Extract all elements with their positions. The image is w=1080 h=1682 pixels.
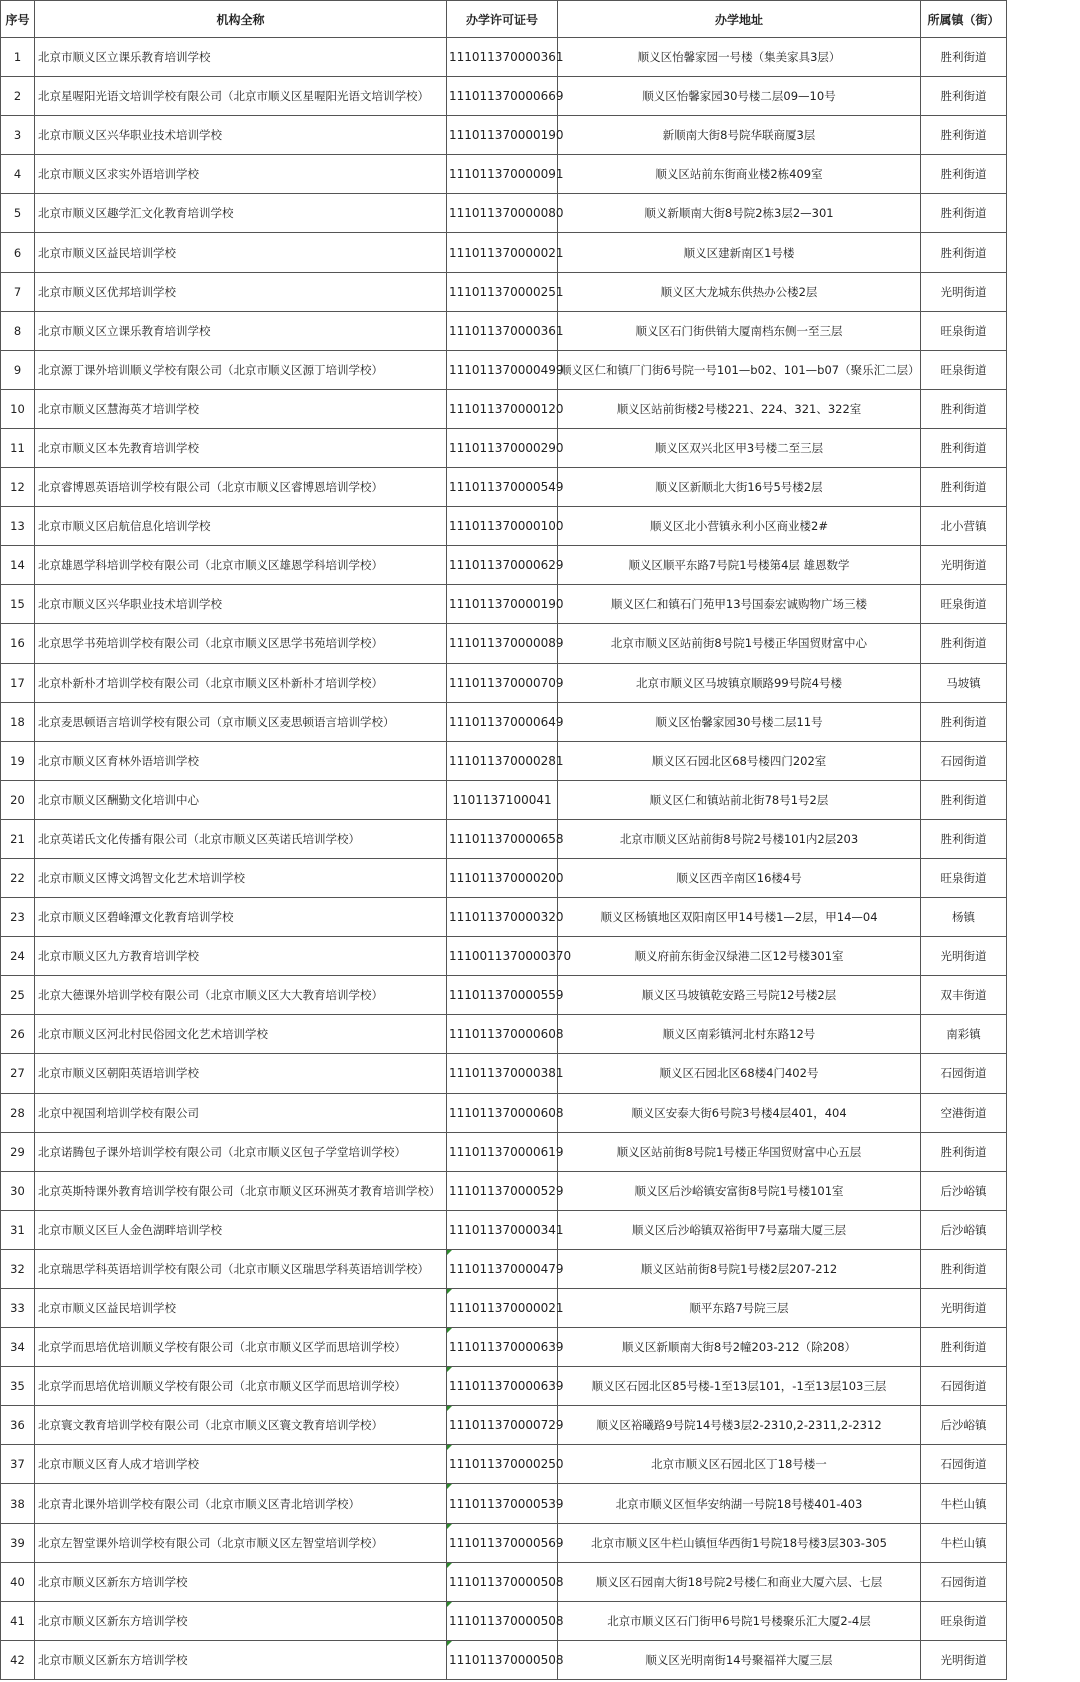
license-number[interactable]: 111011370000200 — [447, 858, 558, 897]
row-index[interactable]: 34 — [1, 1328, 35, 1367]
table-row — [1, 1289, 1007, 1328]
address[interactable]: 顺义区双兴北区甲3号楼二至三层 — [558, 428, 921, 467]
table-row — [1, 116, 1007, 155]
address[interactable]: 顺义区后沙峪镇双裕街甲7号嘉瑞大厦三层 — [558, 1210, 921, 1249]
address[interactable]: 顺义区后沙峪镇安富街8号院1号楼101室 — [558, 1171, 921, 1210]
district[interactable]: 石园街道 — [921, 1367, 1007, 1406]
district[interactable]: 胜利街道 — [921, 155, 1007, 194]
institution-name[interactable]: 北京市顺义区兴华职业技术培训学校 — [35, 585, 447, 624]
district[interactable]: 胜利街道 — [921, 624, 1007, 663]
table-row — [1, 428, 1007, 467]
address[interactable]: 顺义区仁和镇石门苑甲13号国泰宏诚购物广场三楼 — [558, 585, 921, 624]
license-number[interactable]: 111011370000508 — [447, 1562, 558, 1601]
table-row — [1, 311, 1007, 350]
row-index[interactable]: 37 — [1, 1445, 35, 1484]
district[interactable]: 后沙峪镇 — [921, 1171, 1007, 1210]
institution-name[interactable]: 北京英诺氏文化传播有限公司（北京市顺义区英诺氏培训学校） — [35, 819, 447, 858]
district[interactable]: 石园街道 — [921, 1445, 1007, 1484]
institution-name[interactable]: 北京市顺义区立课乐教育培训学校 — [35, 311, 447, 350]
address[interactable]: 顺义区仁和镇厂门街6号院一号101—b02、101—b07（聚乐汇二层） — [558, 350, 921, 389]
institution-name[interactable]: 北京市顺义区九方教育培训学校 — [35, 937, 447, 976]
address[interactable]: 顺义区怡馨家园30号楼二层11号 — [558, 702, 921, 741]
license-number[interactable]: 111011370000709 — [447, 663, 558, 702]
institution-name[interactable]: 北京市顺义区优邦培训学校 — [35, 272, 447, 311]
row-index[interactable]: 42 — [1, 1640, 35, 1679]
table-row — [1, 1406, 1007, 1445]
row-index[interactable]: 33 — [1, 1289, 35, 1328]
license-number[interactable]: 111011370000539 — [447, 1484, 558, 1523]
district[interactable]: 南彩镇 — [921, 1015, 1007, 1054]
table-row — [1, 1132, 1007, 1171]
table-row — [1, 780, 1007, 819]
row-index[interactable]: 40 — [1, 1562, 35, 1601]
row-index[interactable]: 12 — [1, 468, 35, 507]
institution-name[interactable]: 北京市顺义区育人成才培训学校 — [35, 1445, 447, 1484]
address[interactable]: 顺义区石园北区68号楼四门202室 — [558, 741, 921, 780]
table-row — [1, 585, 1007, 624]
table-row — [1, 1523, 1007, 1562]
table-row — [1, 1015, 1007, 1054]
district[interactable]: 光明街道 — [921, 272, 1007, 311]
district[interactable]: 后沙峪镇 — [921, 1210, 1007, 1249]
district[interactable]: 胜利街道 — [921, 38, 1007, 77]
district[interactable]: 后沙峪镇 — [921, 1406, 1007, 1445]
row-index[interactable]: 20 — [1, 780, 35, 819]
license-number[interactable]: 111011370000649 — [447, 702, 558, 741]
row-index[interactable]: 18 — [1, 702, 35, 741]
district[interactable]: 双丰街道 — [921, 976, 1007, 1015]
table-row — [1, 1328, 1007, 1367]
district[interactable]: 石园街道 — [921, 1054, 1007, 1093]
district[interactable]: 石园街道 — [921, 741, 1007, 780]
table-row — [1, 1445, 1007, 1484]
institution-name[interactable]: 北京市顺义区启航信息化培训学校 — [35, 507, 447, 546]
license-number[interactable]: 1101137100041 — [447, 780, 558, 819]
district[interactable]: 胜利街道 — [921, 819, 1007, 858]
district[interactable]: 胜利街道 — [921, 468, 1007, 507]
address[interactable]: 顺义区石园北区68楼4门402号 — [558, 1054, 921, 1093]
address[interactable]: 北京市顺义区石园北区丁18号楼一 — [558, 1445, 921, 1484]
address[interactable]: 顺义区仁和镇站前北街78号1号2层 — [558, 780, 921, 819]
address[interactable]: 顺义区杨镇地区双阳南区甲14号楼1—2层，甲14—04 — [558, 898, 921, 937]
institution-name[interactable]: 北京市顺义区碧峰潭文化教育培训学校 — [35, 898, 447, 937]
table-row — [1, 1249, 1007, 1288]
institution-name[interactable]: 北京市顺义区朝阳英语培训学校 — [35, 1054, 447, 1093]
table-row — [1, 702, 1007, 741]
institution-name[interactable]: 北京市顺义区立课乐教育培训学校 — [35, 38, 447, 77]
table-row — [1, 976, 1007, 1015]
license-number[interactable]: 111011370000190 — [447, 116, 558, 155]
table-row — [1, 1210, 1007, 1249]
institution-name[interactable]: 北京市顺义区趣学汇文化教育培训学校 — [35, 194, 447, 233]
row-index[interactable]: 5 — [1, 194, 35, 233]
license-number[interactable]: 111011370000608 — [447, 1093, 558, 1132]
address[interactable]: 顺义府前东街金汉绿港二区12号楼301室 — [558, 937, 921, 976]
district[interactable]: 胜利街道 — [921, 702, 1007, 741]
table-row — [1, 194, 1007, 233]
district[interactable]: 杨镇 — [921, 898, 1007, 937]
district[interactable]: 石园街道 — [921, 1562, 1007, 1601]
row-index[interactable]: 8 — [1, 311, 35, 350]
address[interactable]: 顺义区建新南区1号楼 — [558, 233, 921, 272]
address[interactable]: 顺义区顺平东路7号院1号楼第4层 雄恩数学 — [558, 546, 921, 585]
row-index[interactable]: 16 — [1, 624, 35, 663]
license-number[interactable]: 111011370000529 — [447, 1171, 558, 1210]
address[interactable]: 顺义区石门街供销大厦南档东侧一至三层 — [558, 311, 921, 350]
address[interactable]: 顺义区石园南大街18号院2号楼仁和商业大厦六层、七层 — [558, 1562, 921, 1601]
address[interactable]: 北京市顺义区站前街8号院2号楼101内2层203 — [558, 819, 921, 858]
table-row — [1, 155, 1007, 194]
address[interactable]: 顺义区新顺北大街16号5号楼2层 — [558, 468, 921, 507]
row-index[interactable]: 41 — [1, 1601, 35, 1640]
institution-name[interactable]: 北京瑞思学科英语培训学校有限公司（北京市顺义区瑞思学科英语培训学校） — [35, 1249, 447, 1288]
license-number[interactable]: 111011370000381 — [447, 1054, 558, 1093]
table-row — [1, 1601, 1007, 1640]
address[interactable]: 顺义区北小营镇永利小区商业楼2# — [558, 507, 921, 546]
row-index[interactable]: 1 — [1, 38, 35, 77]
institution-name[interactable]: 北京英斯特课外教育培训学校有限公司（北京市顺义区环洲英才教育培训学校） — [35, 1171, 447, 1210]
license-number[interactable]: 111011370000559 — [447, 976, 558, 1015]
district[interactable]: 胜利街道 — [921, 1328, 1007, 1367]
header-address: 办学地址 — [558, 1, 921, 38]
license-number[interactable]: 111011370000250 — [447, 1445, 558, 1484]
license-number[interactable]: 111011370000021 — [447, 233, 558, 272]
district[interactable]: 胜利街道 — [921, 389, 1007, 428]
institution-name[interactable]: 北京麦思顿语言培训学校有限公司（京市顺义区麦思顿语言培训学校） — [35, 702, 447, 741]
district[interactable]: 旺泉街道 — [921, 1601, 1007, 1640]
license-number[interactable]: 111011370000100 — [447, 507, 558, 546]
address[interactable]: 顺义区安泰大街6号院3号楼4层401，404 — [558, 1093, 921, 1132]
institution-name[interactable]: 北京市顺义区博文鸿智文化艺术培训学校 — [35, 858, 447, 897]
address[interactable]: 顺义区站前街楼2号楼221、224、321、322室 — [558, 389, 921, 428]
address[interactable]: 顺义区马坡镇乾安路三号院12号楼2层 — [558, 976, 921, 1015]
table-row — [1, 546, 1007, 585]
table-row — [1, 1640, 1007, 1679]
institution-name[interactable]: 北京市顺义区河北村民俗园文化艺术培训学校 — [35, 1015, 447, 1054]
address[interactable]: 顺义区西辛南区16楼4号 — [558, 858, 921, 897]
license-number[interactable]: 111011370000508 — [447, 1640, 558, 1679]
district[interactable]: 胜利街道 — [921, 77, 1007, 116]
header-district: 所属镇（街） — [921, 1, 1007, 38]
license-number[interactable]: 111011370000479 — [447, 1249, 558, 1288]
row-index[interactable]: 32 — [1, 1249, 35, 1288]
address[interactable]: 北京市顺义区石门街甲6号院1号楼聚乐汇大厦2-4层 — [558, 1601, 921, 1640]
row-index[interactable]: 14 — [1, 546, 35, 585]
row-index[interactable]: 10 — [1, 389, 35, 428]
header-row — [1, 1, 1007, 38]
district[interactable]: 牛栏山镇 — [921, 1523, 1007, 1562]
district[interactable]: 光明街道 — [921, 1640, 1007, 1679]
district[interactable]: 胜利街道 — [921, 233, 1007, 272]
institution-name[interactable]: 北京星喔阳光语文培训学校有限公司（北京市顺义区星喔阳光语文培训学校） — [35, 77, 447, 116]
institution-name[interactable]: 北京诺腾包子课外培训学校有限公司（北京市顺义区包子学堂培训学校） — [35, 1132, 447, 1171]
table-row — [1, 898, 1007, 937]
row-index[interactable]: 2 — [1, 77, 35, 116]
table-row — [1, 1367, 1007, 1406]
institution-name[interactable]: 北京学而思培优培训顺义学校有限公司（北京市顺义区学而思培训学校） — [35, 1367, 447, 1406]
institution-name[interactable]: 北京中视国利培训学校有限公司 — [35, 1093, 447, 1132]
table-row — [1, 77, 1007, 116]
license-number[interactable]: 111011370000639 — [447, 1328, 558, 1367]
institution-name[interactable]: 北京市顺义区慧海英才培训学校 — [35, 389, 447, 428]
institution-name[interactable]: 北京学而思培优培训顺义学校有限公司（北京市顺义区学而思培训学校） — [35, 1328, 447, 1367]
table-row — [1, 624, 1007, 663]
institution-name[interactable]: 北京雄恩学科培训学校有限公司（北京市顺义区雄恩学科培训学校） — [35, 546, 447, 585]
district[interactable]: 光明街道 — [921, 546, 1007, 585]
address[interactable]: 顺义区怡馨家园一号楼（集美家具3层） — [558, 38, 921, 77]
row-index[interactable]: 21 — [1, 819, 35, 858]
license-number[interactable]: 111011370000639 — [447, 1367, 558, 1406]
row-index[interactable]: 19 — [1, 741, 35, 780]
license-number[interactable]: 111011370000499 — [447, 350, 558, 389]
district[interactable]: 胜利街道 — [921, 780, 1007, 819]
table-row — [1, 272, 1007, 311]
institution-name[interactable]: 北京市顺义区益民培训学校 — [35, 233, 447, 272]
address[interactable]: 北京市顺义区站前街8号院1号楼正华国贸财富中心 — [558, 624, 921, 663]
address[interactable]: 顺义区南彩镇河北村东路12号 — [558, 1015, 921, 1054]
license-number[interactable]: 111011370000320 — [447, 898, 558, 937]
row-index[interactable]: 30 — [1, 1171, 35, 1210]
district[interactable]: 牛栏山镇 — [921, 1484, 1007, 1523]
institution-name[interactable]: 北京市顺义区益民培训学校 — [35, 1289, 447, 1328]
row-index[interactable]: 26 — [1, 1015, 35, 1054]
institution-name[interactable]: 北京朴新朴才培训学校有限公司（北京市顺义区朴新朴才培训学校） — [35, 663, 447, 702]
license-number[interactable]: 111011370000361 — [447, 311, 558, 350]
license-number[interactable]: 111011370000619 — [447, 1132, 558, 1171]
institution-name[interactable]: 北京市顺义区巨人金色湖畔培训学校 — [35, 1210, 447, 1249]
table-row — [1, 1562, 1007, 1601]
address[interactable]: 顺义区石园北区85号楼-1至13层101，-1至13层103三层 — [558, 1367, 921, 1406]
institution-name[interactable]: 北京睿博恩英语培训学校有限公司（北京市顺义区睿博恩培训学校） — [35, 468, 447, 507]
license-number[interactable]: 111011370000608 — [447, 1015, 558, 1054]
row-index[interactable]: 31 — [1, 1210, 35, 1249]
address[interactable]: 顺义区大龙城东供热办公楼2层 — [558, 272, 921, 311]
row-index[interactable]: 3 — [1, 116, 35, 155]
license-number[interactable]: 111011370000729 — [447, 1406, 558, 1445]
table-row — [1, 38, 1007, 77]
address[interactable]: 北京市顺义区牛栏山镇恒华西街1号院18号楼3层303-305 — [558, 1523, 921, 1562]
header-index: 序号 — [1, 1, 35, 38]
row-index[interactable]: 13 — [1, 507, 35, 546]
license-number[interactable]: 111011370000120 — [447, 389, 558, 428]
address[interactable]: 顺义区站前街8号院1号楼2层207-212 — [558, 1249, 921, 1288]
district[interactable]: 胜利街道 — [921, 194, 1007, 233]
district[interactable]: 北小营镇 — [921, 507, 1007, 546]
address[interactable]: 北京市顺义区马坡镇京顺路99号院4号楼 — [558, 663, 921, 702]
table-row — [1, 1171, 1007, 1210]
license-number[interactable]: 111011370000569 — [447, 1523, 558, 1562]
address[interactable]: 顺义区新顺南大街8号2幢203-212（除208） — [558, 1328, 921, 1367]
row-index[interactable]: 29 — [1, 1132, 35, 1171]
institution-name[interactable]: 北京大德课外培训学校有限公司（北京市顺义区大大教育培训学校） — [35, 976, 447, 1015]
table-row — [1, 389, 1007, 428]
table-row — [1, 350, 1007, 389]
table-row — [1, 468, 1007, 507]
license-number[interactable]: 111011370000629 — [447, 546, 558, 585]
institution-name[interactable]: 北京左智堂课外培训学校有限公司（北京市顺义区左智堂培训学校） — [35, 1523, 447, 1562]
row-index[interactable]: 9 — [1, 350, 35, 389]
table-row — [1, 819, 1007, 858]
row-index[interactable]: 24 — [1, 937, 35, 976]
institution-name[interactable]: 北京源丁课外培训顺义学校有限公司（北京市顺义区源丁培训学校） — [35, 350, 447, 389]
license-number[interactable]: 111011370000021 — [447, 1289, 558, 1328]
license-number[interactable]: 111011370000549 — [447, 468, 558, 507]
address[interactable]: 顺义区站前东街商业楼2栋409室 — [558, 155, 921, 194]
table-row — [1, 741, 1007, 780]
institution-name[interactable]: 北京市顺义区新东方培训学校 — [35, 1562, 447, 1601]
row-index[interactable]: 38 — [1, 1484, 35, 1523]
institution-name[interactable]: 北京市顺义区育林外语培训学校 — [35, 741, 447, 780]
table-row — [1, 858, 1007, 897]
address[interactable]: 顺义区裕曦路9号院14号楼3层2-2310,2-2311,2-2312 — [558, 1406, 921, 1445]
license-number[interactable]: 111011370000290 — [447, 428, 558, 467]
district[interactable]: 光明街道 — [921, 937, 1007, 976]
row-index[interactable]: 39 — [1, 1523, 35, 1562]
institution-name[interactable]: 北京市顺义区求实外语培训学校 — [35, 155, 447, 194]
row-index[interactable]: 4 — [1, 155, 35, 194]
header-license: 办学许可证号 — [447, 1, 558, 38]
header-name: 机构全称 — [35, 1, 447, 38]
institution-name[interactable]: 北京寰文教育培训学校有限公司（北京市顺义区寰文教育培训学校） — [35, 1406, 447, 1445]
district[interactable]: 胜利街道 — [921, 1132, 1007, 1171]
address[interactable]: 顺义区怡馨家园30号楼二层09—10号 — [558, 77, 921, 116]
institution-name[interactable]: 北京市顺义区酬勤文化培训中心 — [35, 780, 447, 819]
row-index[interactable]: 27 — [1, 1054, 35, 1093]
row-index[interactable]: 23 — [1, 898, 35, 937]
table-row — [1, 1093, 1007, 1132]
table-row — [1, 233, 1007, 272]
institution-name[interactable]: 北京市顺义区新东方培训学校 — [35, 1601, 447, 1640]
institution-name[interactable]: 北京思学书苑培训学校有限公司（北京市顺义区思学书苑培训学校） — [35, 624, 447, 663]
row-index[interactable]: 17 — [1, 663, 35, 702]
institution-name[interactable]: 北京青北课外培训学校有限公司（北京市顺义区青北培训学校） — [35, 1484, 447, 1523]
row-index[interactable]: 36 — [1, 1406, 35, 1445]
address[interactable]: 北京市顺义区恒华安纳湖一号院18号楼401-403 — [558, 1484, 921, 1523]
district[interactable]: 旺泉街道 — [921, 350, 1007, 389]
license-number[interactable]: 111011370000190 — [447, 585, 558, 624]
row-index[interactable]: 25 — [1, 976, 35, 1015]
row-index[interactable]: 15 — [1, 585, 35, 624]
license-number[interactable]: 111011370000669 — [447, 77, 558, 116]
district[interactable]: 胜利街道 — [921, 116, 1007, 155]
address[interactable]: 顺平东路7号院三层 — [558, 1289, 921, 1328]
district[interactable]: 旺泉街道 — [921, 311, 1007, 350]
table-row — [1, 1054, 1007, 1093]
license-number[interactable]: 1110011370000370 — [447, 937, 558, 976]
license-number[interactable]: 111011370000091 — [447, 155, 558, 194]
district[interactable]: 马坡镇 — [921, 663, 1007, 702]
district[interactable]: 旺泉街道 — [921, 858, 1007, 897]
license-number[interactable]: 111011370000341 — [447, 1210, 558, 1249]
district[interactable]: 胜利街道 — [921, 1249, 1007, 1288]
table-row — [1, 937, 1007, 976]
address[interactable]: 顺义区站前街8号院1号楼正华国贸财富中心五层 — [558, 1132, 921, 1171]
license-number[interactable]: 111011370000508 — [447, 1601, 558, 1640]
row-index[interactable]: 22 — [1, 858, 35, 897]
row-index[interactable]: 11 — [1, 428, 35, 467]
address[interactable]: 顺义区光明南街14号聚福祥大厦三层 — [558, 1640, 921, 1679]
table-row — [1, 663, 1007, 702]
license-number[interactable]: 111011370000251 — [447, 272, 558, 311]
district[interactable]: 光明街道 — [921, 1289, 1007, 1328]
district[interactable]: 空港街道 — [921, 1093, 1007, 1132]
license-number[interactable]: 111011370000658 — [447, 819, 558, 858]
district[interactable]: 旺泉街道 — [921, 585, 1007, 624]
address[interactable]: 新顺南大街8号院华联商厦3层 — [558, 116, 921, 155]
table-row — [1, 1484, 1007, 1523]
row-index[interactable]: 6 — [1, 233, 35, 272]
institution-name[interactable]: 北京市顺义区本先教育培训学校 — [35, 428, 447, 467]
institution-name[interactable]: 北京市顺义区新东方培训学校 — [35, 1640, 447, 1679]
row-index[interactable]: 35 — [1, 1367, 35, 1406]
license-number[interactable]: 111011370000089 — [447, 624, 558, 663]
institution-name[interactable]: 北京市顺义区兴华职业技术培训学校 — [35, 116, 447, 155]
license-number[interactable]: 111011370000361 — [447, 38, 558, 77]
table-row — [1, 507, 1007, 546]
row-index[interactable]: 7 — [1, 272, 35, 311]
license-number[interactable]: 111011370000080 — [447, 194, 558, 233]
row-index[interactable]: 28 — [1, 1093, 35, 1132]
license-number[interactable]: 111011370000281 — [447, 741, 558, 780]
address[interactable]: 顺义新顺南大街8号院2栋3层2—301 — [558, 194, 921, 233]
district[interactable]: 胜利街道 — [921, 428, 1007, 467]
